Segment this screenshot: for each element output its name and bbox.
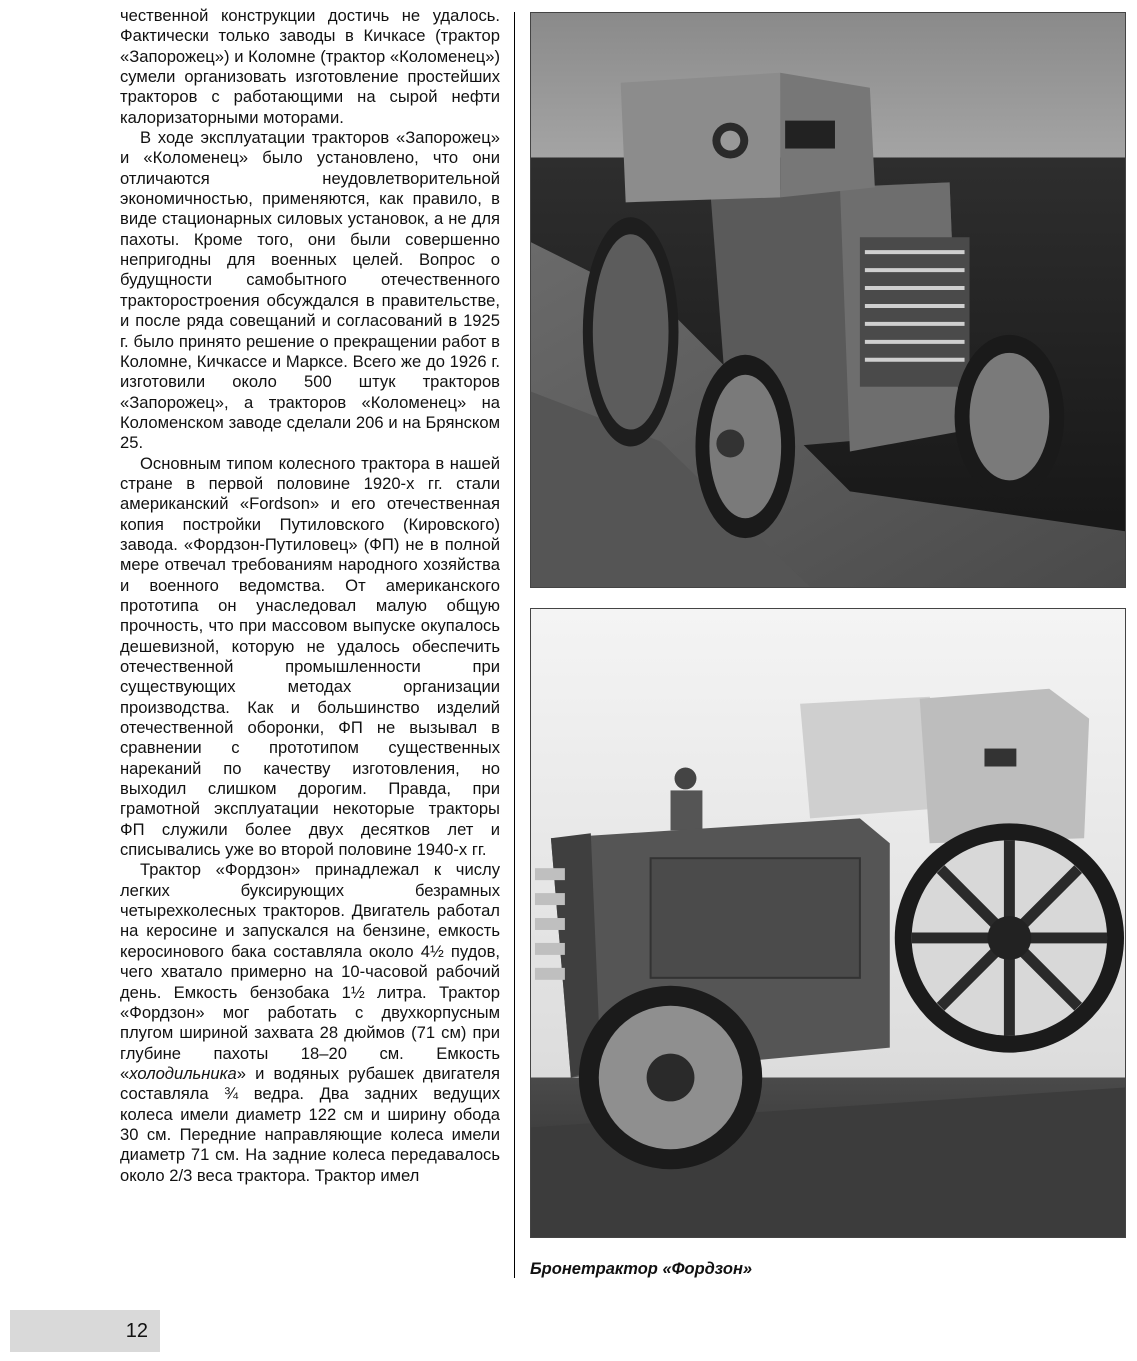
paragraph-2: В ходе эксплуатации тракторов «Запорожец» и «Коломенец» было установлено, что они отличаются неудовлетворительной экономичностью, применяются, как правило, в виде стационарных силовых установок, а не для пахоты. Кроме того, они были совершенно непригодны для военных целей. Вопрос о будущности самобытного отечественного тракторостроения обсуждался в правительстве, и после ряда совещаний и согласований в 1925 г. было принято решение о прекращении работ в Коломне, Кичкассе и Марксе. Всего же до 1926 г. изготовили около 500 штук тракторов «Запорожец», а тракторов «Коломенец» на Коломенском заводе сделали 206 и на Брянском 25. — [120, 128, 500, 453]
paragraph-4 — [120, 860, 500, 1186]
paragraph-3: Основным типом колесного трактора в нашей стране в первой половине 1920-х гг. стали американский «Fordson» и его отечественная копия постройки Путиловского (Кировского) завода. «Фордзон-Путиловец» (ФП) не в полной мере отвечал требованиям народного хозяйства и военного ведомства. От американского прототипа он унаследовал малую общую прочность, что при массовом выпуске окупалось дешевизной, которую не удалось обеспечить отечественной промышленности при существующих методах организации производства. Как и большинство изделий отечественной оборонки, ФП не вызывал в сравнении с прототипом существенных нареканий по качеству изготовления, но выходил слишком дорогим. Правда, при грамотной эксплуатации некоторые тракторы ФП служили более двух десятков лет и списывались уже во второй половине 1940-х гг. — [120, 453, 500, 860]
column-divider — [514, 12, 515, 1278]
paragraph-4-start: Трактор «Фордзон» принадлежал к числу легких буксирующих безрамных четырехколесных тракторов. Двигатель работал на керосине и запускался на бензине, емкость керосинового бака составляла около 4½ пудов, чего хватало примерно на 10-часовой рабочий день. Емкость бензобака 1½ литра. Трактор «Фордзон» мог работать с двухкорпусным плугом шириной захвата 28 дюймов (71 см) при глубине пахоты 18–20 см. Емкость « — [120, 860, 500, 1083]
paragraph-4-italic: холодильника — [129, 1063, 237, 1083]
photo-caption: Бронетрактор «Фордзон» — [530, 1260, 753, 1278]
paragraph-4-end: » и водяных рубашек двигателя составляла ¾ ведра. Два задних ведущих колеса имели диаметр 122 см и ширину обода 30 см. Передние направляющие колеса имели диаметр 71 см. На задние колеса передавалось около 2/3 веса трактора. Трактор имел — [120, 1063, 500, 1185]
paragraph-1: чественной конструкции достичь не удалось. Фактически только заводы в Кичкасе (трактор «Запорожец») и Коломне (трактор «Коломенец») сумели организовать изготовление простейших тракторов с работающими на сырой нефти калоризаторными моторами. — [120, 6, 500, 127]
photo-armored-tractor-front — [530, 12, 1126, 588]
page-number: 12 — [125, 1320, 148, 1342]
page-number-box — [10, 1310, 160, 1352]
photo-armored-tractor-side — [530, 608, 1126, 1238]
article-text — [120, 6, 500, 1186]
